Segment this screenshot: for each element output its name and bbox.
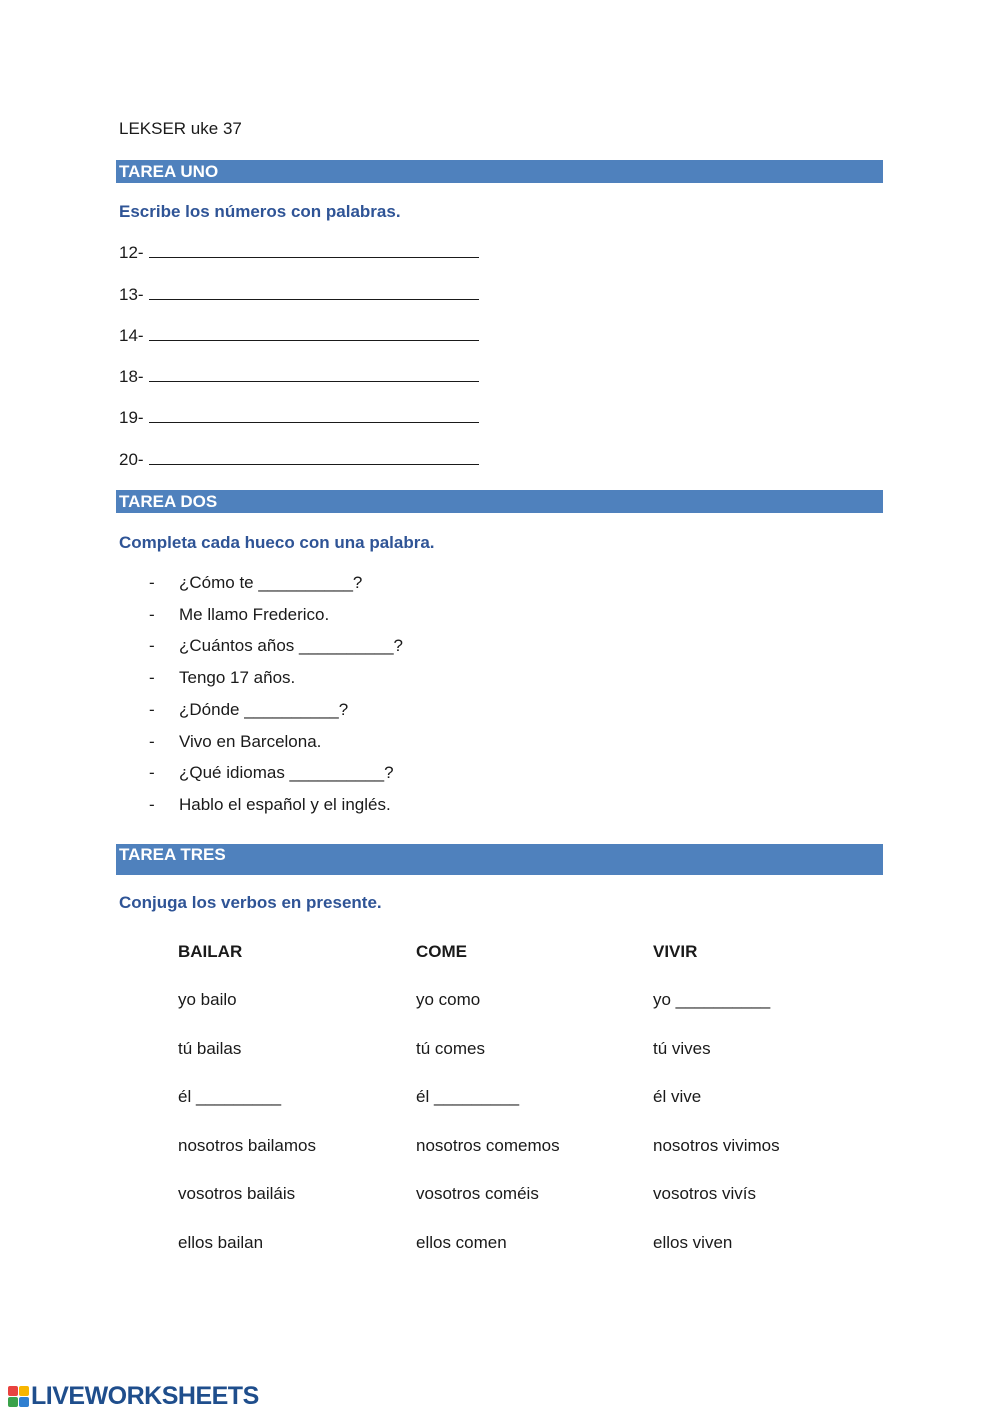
conjugation-cell: tú bailas xyxy=(178,1039,242,1058)
verb-header-bailar: BAILAR xyxy=(178,942,243,961)
number-line xyxy=(119,450,479,470)
list-item xyxy=(149,700,348,720)
list-item-text[interactable]: ¿Qué idiomas __________? xyxy=(179,763,394,782)
conjugation-cell: yo como xyxy=(416,990,481,1009)
list-item-text[interactable]: ¿Dónde __________? xyxy=(179,700,349,719)
conjugation-cell: vosotros coméis xyxy=(416,1184,539,1203)
conjugation-cell: nosotros comemos xyxy=(416,1136,560,1155)
conjugation-cell: nosotros vivimos xyxy=(653,1136,780,1155)
list-item xyxy=(149,763,394,783)
bullet-dash: - xyxy=(149,668,155,687)
list-item xyxy=(149,605,329,625)
list-item xyxy=(149,668,295,688)
logo-blocks-icon xyxy=(8,1386,29,1407)
conjugation-cell: vosotros bailáis xyxy=(178,1184,296,1203)
bullet-dash: - xyxy=(149,732,155,751)
conjugation-cell: nosotros bailamos xyxy=(178,1136,316,1155)
logo-block xyxy=(19,1397,29,1407)
list-item-text: Me llamo Frederico. xyxy=(179,605,330,624)
conjugation-cell: ellos viven xyxy=(653,1233,733,1252)
list-item-text: Vivo en Barcelona. xyxy=(179,732,322,751)
bullet-dash: - xyxy=(149,763,155,782)
list-item xyxy=(149,573,362,593)
number-line xyxy=(119,243,479,263)
number-label: 13- xyxy=(119,285,144,304)
bullet-dash: - xyxy=(149,573,155,592)
list-item xyxy=(149,795,391,815)
list-item-text[interactable]: ¿Cómo te __________? xyxy=(179,573,363,592)
bullet-dash: - xyxy=(149,636,155,655)
number-line xyxy=(119,326,479,346)
answer-blank[interactable] xyxy=(149,367,479,382)
section-header-tarea-tres: TAREA TRES xyxy=(116,844,883,875)
list-item xyxy=(149,636,403,656)
conjugation-cell: tú vives xyxy=(653,1039,711,1058)
verb-header-vivir: VIVIR xyxy=(653,942,698,961)
answer-blank[interactable] xyxy=(149,285,479,300)
number-line xyxy=(119,367,479,387)
liveworksheets-logo xyxy=(8,1382,259,1410)
conjugation-cell: tú comes xyxy=(416,1039,485,1058)
number-label: 14- xyxy=(119,326,144,345)
answer-blank[interactable] xyxy=(149,408,479,423)
conjugation-blank[interactable]: él _________ xyxy=(416,1087,520,1106)
logo-block xyxy=(19,1386,29,1396)
conjugation-cell: vosotros vivís xyxy=(653,1184,756,1203)
page-title: LEKSER uke 37 xyxy=(119,119,242,138)
bullet-dash: - xyxy=(149,700,155,719)
conjugation-cell: ellos bailan xyxy=(178,1233,264,1252)
logo-block xyxy=(8,1386,18,1396)
bullet-dash: - xyxy=(149,605,155,624)
answer-blank[interactable] xyxy=(149,450,479,465)
conjugation-cell: yo bailo xyxy=(178,990,237,1009)
instruction-tarea-dos: Completa cada hueco con una palabra. xyxy=(119,533,435,552)
number-label: 20- xyxy=(119,450,144,469)
number-line xyxy=(119,285,479,305)
instruction-tarea-uno: Escribe los números con palabras. xyxy=(119,202,401,221)
conjugation-cell: él vive xyxy=(653,1087,702,1106)
number-label: 12- xyxy=(119,243,144,262)
conjugation-blank[interactable]: él _________ xyxy=(178,1087,282,1106)
verb-header-come: COME xyxy=(416,942,467,961)
number-line xyxy=(119,408,479,428)
list-item-text: Tengo 17 años. xyxy=(179,668,296,687)
list-item xyxy=(149,732,321,752)
logo-text: LIVEWORKSHEETS xyxy=(31,1381,259,1410)
logo-block xyxy=(8,1397,18,1407)
bullet-dash: - xyxy=(149,795,155,814)
number-label: 18- xyxy=(119,367,144,386)
conjugation-blank[interactable]: yo __________ xyxy=(653,990,771,1009)
conjugation-cell: ellos comen xyxy=(416,1233,507,1252)
answer-blank[interactable] xyxy=(149,243,479,258)
list-item-text[interactable]: ¿Cuántos años __________? xyxy=(179,636,404,655)
section-header-tarea-dos: TAREA DOS xyxy=(116,490,883,513)
number-label: 19- xyxy=(119,408,144,427)
instruction-tarea-tres: Conjuga los verbos en presente. xyxy=(119,893,382,912)
list-item-text: Hablo el español y el inglés. xyxy=(179,795,391,814)
section-header-tarea-uno: TAREA UNO xyxy=(116,160,883,183)
answer-blank[interactable] xyxy=(149,326,479,341)
